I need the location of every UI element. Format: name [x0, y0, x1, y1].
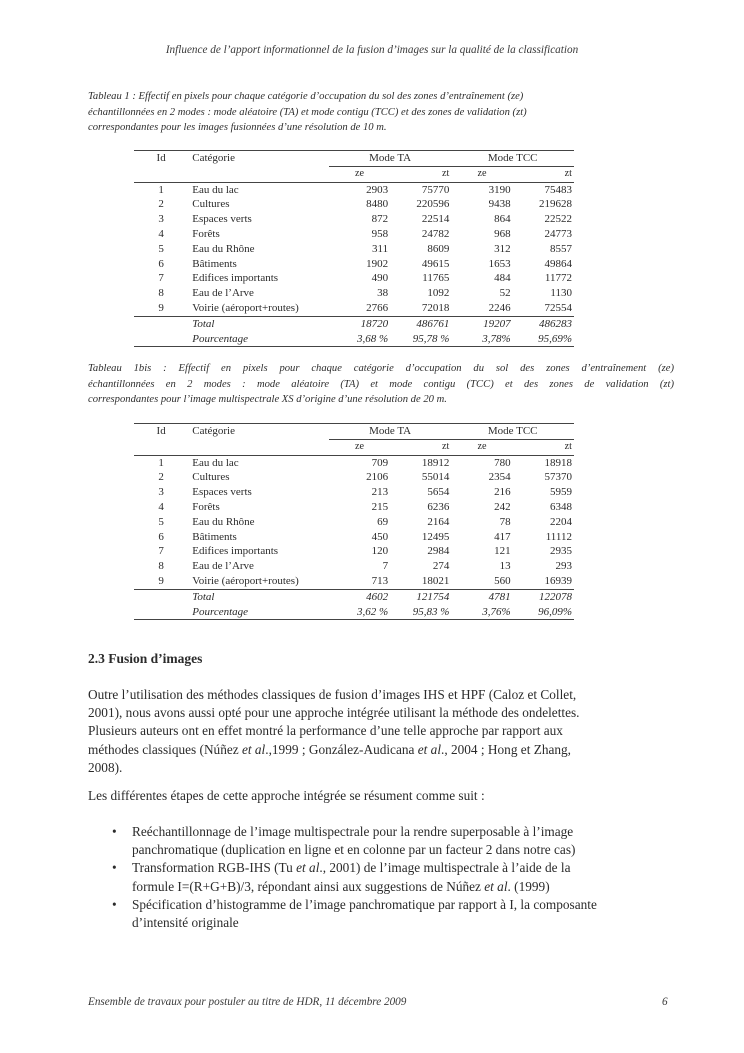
paragraph-line: méthodes classiques (Núñez et al.,1999 ; González-Audicana et al., 2004 ; Hong et Zhang, [88, 741, 572, 757]
paragraph-line: 2001), nous avons aussi opté pour une approche intégrée utilisant la méthode des ondelettes. [88, 705, 580, 721]
percent-ta-zt: 95,78 % [390, 332, 451, 347]
caption-line: Tableau 1 : Effectif en pixels pour chaque catégorie d’occupation du sol des zones d’entraînement (ze) [88, 91, 524, 102]
paragraph-1 [88, 686, 676, 777]
table-row [134, 559, 574, 574]
row-tcc-zt: 57370 [544, 471, 572, 484]
row-category: Voirie (aéroport+routes) [192, 301, 299, 314]
row-tcc-ze: 216 [494, 486, 511, 499]
table-row [134, 242, 574, 257]
row-ta-ze: 872 [371, 213, 389, 226]
row-ta-ze: 215 [371, 500, 389, 513]
row-category: Espaces verts [192, 213, 252, 226]
table-row [134, 544, 574, 559]
row-tcc-ze: 968 [494, 227, 511, 240]
percent-ta-zt: 95,83 % [390, 605, 451, 620]
ze-header: ze [354, 440, 365, 452]
bullet-icon: • [112, 896, 117, 912]
paragraph-line: Outre l’utilisation des méthodes classiques de fusion d’images IHS et HPF (Caloz et Collet, [88, 687, 577, 702]
row-ta-zt: 220596 [416, 198, 450, 211]
footer-text: Ensemble de travaux pour postuler au titre de HDR, 11 décembre 2009 [88, 996, 407, 1008]
row-id: 9 [158, 574, 164, 587]
table1-caption [88, 89, 674, 136]
col-category-header: Catégorie [188, 151, 329, 167]
row-id: 3 [158, 486, 164, 499]
paragraph-2 [88, 787, 676, 805]
row-tcc-zt: 293 [555, 560, 572, 573]
row-tcc-zt: 22522 [544, 213, 572, 226]
row-category: Cultures [192, 198, 230, 211]
row-tcc-zt: 6348 [550, 500, 572, 513]
zt-header: zt [564, 167, 572, 179]
steps-list [88, 823, 688, 932]
row-ta-ze: 2903 [329, 182, 390, 197]
row-ta-zt: 12495 [421, 530, 450, 543]
row-ta-zt: 49615 [421, 257, 450, 270]
percent-tcc-zt: 95,69% [513, 332, 574, 347]
row-id: 7 [158, 272, 164, 285]
zt-header: zt [442, 167, 450, 179]
row-id: 7 [158, 545, 164, 558]
mode-tcc-header: Mode TCC [451, 424, 574, 440]
row-id: 6 [158, 257, 164, 270]
table-row [134, 500, 574, 515]
row-ta-zt: 55014 [421, 471, 450, 484]
row-ta-zt: 2984 [427, 545, 450, 558]
total-label: Total [188, 316, 329, 331]
row-tcc-zt: 5959 [550, 486, 572, 499]
mode-tcc-header: Mode TCC [451, 151, 574, 167]
row-tcc-zt: 49864 [544, 257, 572, 270]
table-subheader-row [134, 166, 574, 182]
zt-header: zt [442, 440, 450, 452]
bullet-icon: • [112, 824, 117, 839]
total-tcc-zt: 486283 [513, 316, 574, 331]
row-ta-zt: 5654 [427, 486, 450, 499]
row-ta-zt: 24782 [421, 227, 450, 240]
row-ta-ze: 450 [371, 530, 389, 543]
row-id: 6 [158, 530, 164, 543]
percent-tcc-ze: 3,78% [451, 332, 512, 347]
row-ta-ze: 311 [372, 242, 389, 255]
row-category: Eau de l’Arve [192, 287, 254, 300]
row-tcc-zt: 2204 [550, 515, 572, 528]
row-category: Eau du Rhône [192, 242, 255, 255]
row-tcc-zt: 11772 [544, 272, 572, 285]
table-row [134, 212, 574, 227]
row-ta-zt: 1092 [427, 287, 450, 300]
total-ta-ze: 4602 [329, 589, 390, 604]
row-tcc-zt: 18918 [513, 455, 574, 470]
percent-row [134, 332, 574, 347]
caption-line: Tableau 1bis : Effectif en pixels pour chaque catégorie d’occupation du sol des zones d’entraînement (ze) [88, 363, 674, 374]
caption-line: correspondantes pour les images fusionnées d’une résolution de 10 m. [88, 122, 387, 133]
table-row [134, 271, 574, 286]
row-tcc-ze: 13 [499, 560, 511, 573]
row-ta-ze: 1902 [366, 257, 389, 270]
table-row [134, 485, 574, 500]
paragraph-line: 2008). [88, 759, 123, 775]
row-ta-ze: 2106 [366, 471, 389, 484]
table-header-row [134, 424, 574, 440]
row-ta-ze: 213 [371, 486, 389, 499]
row-ta-ze: 958 [371, 227, 389, 240]
caption-line: correspondantes pour l’image multispectrale XS d’origine d’une résolution de 20 m. [88, 394, 447, 405]
percent-label: Pourcentage [188, 605, 329, 620]
zt-header: zt [564, 440, 572, 452]
row-ta-zt: 75770 [390, 182, 451, 197]
row-category: Bâtiments [192, 530, 237, 543]
row-tcc-ze: 484 [494, 272, 511, 285]
row-id: 1 [134, 182, 188, 197]
row-category: Cultures [192, 471, 230, 484]
row-tcc-ze: 417 [494, 530, 511, 543]
row-tcc-ze: 560 [494, 574, 511, 587]
row-category: Bâtiments [192, 257, 237, 270]
row-tcc-ze: 52 [499, 287, 511, 300]
row-id: 5 [158, 515, 164, 528]
row-tcc-ze: 3190 [451, 182, 512, 197]
total-tcc-zt: 122078 [513, 589, 574, 604]
row-category: Eau du Rhône [192, 515, 255, 528]
row-id: 4 [158, 227, 164, 240]
list-item: • Transformation RGB-IHS (Tu et al., 2001) de l’image multispectrale à l’aide de la formule I=(R+G+B)/3, répondant ainsi aux suggestions de Núñez et al. (1999) [112, 860, 571, 894]
table-header-row [134, 151, 574, 167]
row-tcc-ze: 864 [494, 213, 511, 226]
row-category: Eau du lac [188, 182, 329, 197]
row-ta-zt: 11765 [422, 272, 450, 285]
row-ta-ze: 713 [371, 574, 389, 587]
total-label: Total [188, 589, 329, 604]
row-ta-zt: 18021 [421, 574, 450, 587]
row-tcc-zt: 8557 [550, 242, 572, 255]
row-id: 2 [158, 198, 164, 211]
row-tcc-ze: 1653 [488, 257, 511, 270]
row-ta-ze: 7 [382, 560, 389, 573]
row-category: Eau du lac [188, 455, 329, 470]
percent-label: Pourcentage [188, 332, 329, 347]
row-tcc-ze: 780 [451, 455, 512, 470]
row-tcc-ze: 2354 [488, 471, 511, 484]
row-category: Espaces verts [192, 486, 252, 499]
col-id-header: Id [134, 424, 188, 440]
row-ta-zt: 6236 [427, 500, 450, 513]
row-id: 4 [158, 500, 164, 513]
row-id: 5 [158, 242, 164, 255]
row-ta-zt: 22514 [421, 213, 450, 226]
percent-ta-ze: 3,62 % [329, 605, 390, 620]
row-ta-ze: 490 [371, 272, 389, 285]
percent-tcc-ze: 3,76% [451, 605, 512, 620]
row-ta-ze: 709 [329, 455, 390, 470]
row-tcc-zt: 16939 [544, 574, 572, 587]
row-tcc-zt: 11112 [545, 530, 572, 543]
row-tcc-ze: 312 [494, 242, 511, 255]
paragraph-line: Les différentes étapes de cette approche intégrée se résument comme suit : [88, 788, 485, 803]
table2-caption [88, 361, 674, 408]
bullet-icon: • [112, 860, 117, 876]
row-ta-zt: 8609 [427, 242, 450, 255]
caption-line: échantillonnées en 2 modes : mode aléatoire (TA) et mode contigu (TCC) et des zones de validation (zt) [88, 378, 674, 390]
total-ta-ze: 18720 [329, 316, 390, 331]
row-tcc-zt: 75483 [513, 182, 574, 197]
row-category: Edifices importants [192, 272, 279, 285]
total-ta-zt: 121754 [390, 589, 451, 604]
row-ta-ze: 69 [377, 515, 389, 528]
row-category: Forêts [192, 227, 220, 240]
row-id: 8 [158, 287, 164, 300]
row-tcc-zt: 72554 [544, 301, 572, 314]
running-header: Influence de l’apport informationnel de la fusion d’images sur la qualité de la classification [165, 44, 579, 56]
total-ta-zt: 486761 [390, 316, 451, 331]
ze-header: ze [354, 167, 365, 179]
row-ta-zt: 72018 [421, 301, 450, 314]
col-id-header: Id [134, 151, 188, 167]
row-category: Eau de l’Arve [192, 560, 254, 573]
total-row [134, 316, 574, 331]
row-tcc-zt: 2935 [550, 545, 572, 558]
table-row [134, 470, 574, 485]
paragraph-line: Plusieurs auteurs ont en effet montré la performance d’une telle approche par rapport aux [88, 723, 563, 739]
col-category-header: Catégorie [188, 424, 329, 440]
ze-header: ze [477, 167, 487, 179]
table-row [134, 455, 574, 470]
table-row [134, 301, 574, 316]
row-ta-zt: 18912 [390, 455, 451, 470]
table-row [134, 182, 574, 197]
row-id: 9 [158, 301, 164, 314]
percent-row [134, 605, 574, 620]
row-id: 8 [158, 560, 164, 573]
table-row [134, 286, 574, 301]
total-tcc-ze: 19207 [451, 316, 512, 331]
section-title: 2.3 Fusion d’images [88, 651, 203, 666]
row-id: 1 [134, 455, 188, 470]
page-number: 6 [662, 996, 668, 1008]
caption-line: échantillonnées en 2 modes : mode aléatoire (TA) et mode contigu (TCC) et des zones de validation (zt) [88, 106, 527, 118]
percent-tcc-zt: 96,09% [513, 605, 574, 620]
table1 [134, 150, 574, 347]
mode-ta-header: Mode TA [329, 151, 452, 167]
row-tcc-ze: 2246 [488, 301, 511, 314]
row-tcc-zt: 24773 [544, 227, 572, 240]
row-id: 2 [158, 471, 164, 484]
row-tcc-ze: 78 [499, 515, 511, 528]
row-tcc-zt: 1130 [550, 287, 572, 300]
row-ta-ze: 120 [371, 545, 389, 558]
row-id: 3 [158, 213, 164, 226]
row-ta-ze: 2766 [366, 301, 389, 314]
row-category: Edifices importants [192, 545, 279, 558]
table-row [134, 257, 574, 272]
list-item: • Spécification d’histogramme de l’image panchromatique par rapport à I, la composante d’intensité originale [112, 896, 597, 931]
row-category: Forêts [192, 500, 220, 513]
table-row [134, 530, 574, 545]
table-row [134, 197, 574, 212]
row-ta-zt: 2164 [427, 515, 450, 528]
percent-ta-ze: 3,68 % [329, 332, 390, 347]
mode-ta-header: Mode TA [329, 424, 452, 440]
table2 [134, 423, 574, 620]
table-row [134, 515, 574, 530]
row-ta-zt: 274 [432, 560, 450, 573]
row-tcc-ze: 121 [494, 545, 511, 558]
row-ta-ze: 8480 [366, 198, 389, 211]
total-tcc-ze: 4781 [451, 589, 512, 604]
row-tcc-ze: 242 [494, 500, 511, 513]
table-row [134, 574, 574, 589]
list-item: • Reéchantillonnage de l’image multispectrale pour la rendre superposable à l’image panchromatique (duplication en ligne et en colonne par un facteur 2 dans notre cas) [112, 824, 576, 858]
row-tcc-zt: 219628 [539, 198, 572, 211]
total-row [134, 589, 574, 604]
row-ta-ze: 38 [377, 287, 389, 300]
ze-header: ze [477, 440, 487, 452]
row-tcc-ze: 9438 [488, 198, 511, 211]
table-row [134, 227, 574, 242]
row-category: Voirie (aéroport+routes) [192, 574, 299, 587]
table-subheader-row [134, 439, 574, 455]
